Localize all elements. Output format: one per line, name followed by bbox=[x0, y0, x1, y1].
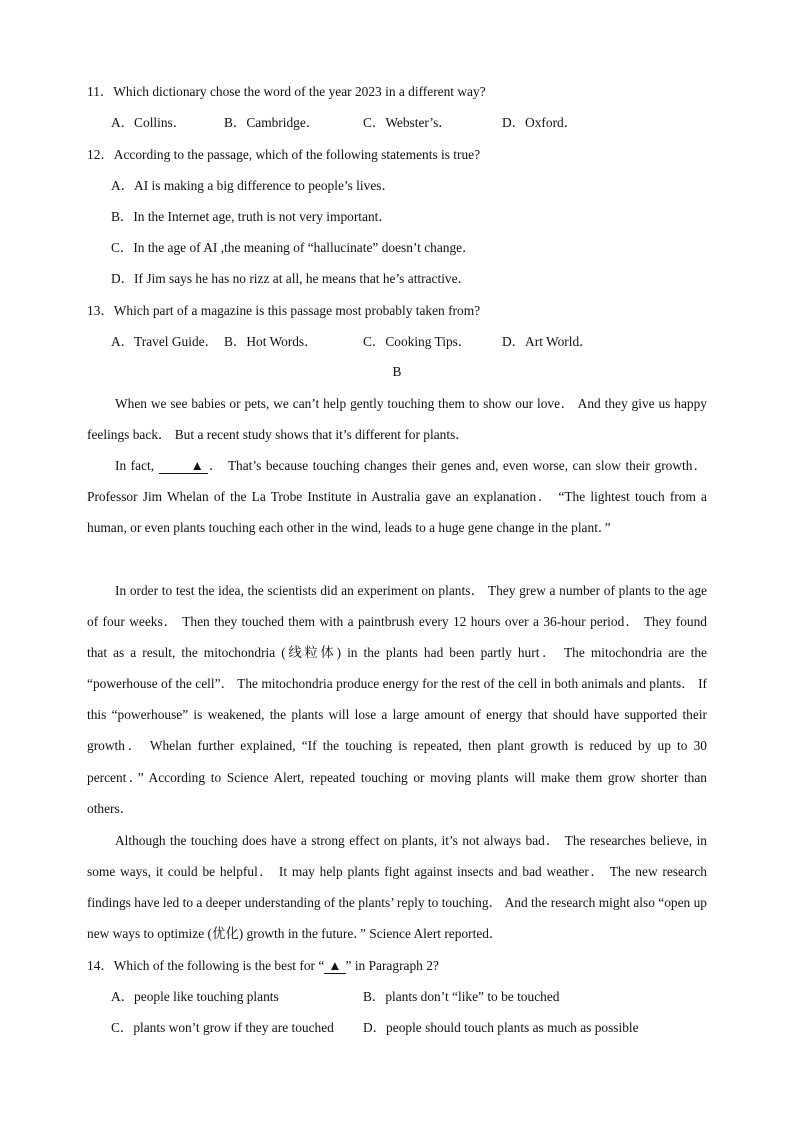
paragraph-2-rest: ． That’s because touching changes their genes and, even worse, can slow their growth． Professor Jim Whelan of the La Trobe Institute in Australia gave an explanation． “The lightest touch from a human, or even plants touching each other in the wind, leads to a huge gene change in the plant．” bbox=[87, 458, 707, 536]
q14-blank-marker: ▲ bbox=[324, 959, 345, 974]
passage-paragraph-1: When we see babies or pets, we can’t help gently touching them to show our love． And they give us happy feelings back． But a recent study shows that it’s different for plants． bbox=[87, 396, 707, 443]
q12-option-c: C．In the age of AI ,the meaning of “hallucinate” doesn’t change． bbox=[111, 240, 476, 255]
question-14-stem bbox=[87, 957, 439, 975]
q11-option-d: D．Oxford． bbox=[502, 115, 578, 130]
question-12-stem: 12．According to the passage, which of the following statements is true? bbox=[87, 147, 481, 162]
q12-option-a: A．AI is making a big difference to people’s lives． bbox=[111, 178, 395, 193]
question-11-stem: 11．Which dictionary chose the word of the year 2023 in a different way? bbox=[87, 84, 486, 99]
q13-option-c: C．Cooking Tips． bbox=[363, 334, 472, 349]
question-13-stem: 13．Which part of a magazine is this passage most probably taken from? bbox=[87, 303, 481, 318]
q14-option-b: B．plants don’t “like” to be touched bbox=[363, 989, 560, 1004]
paragraph-2-lead: In fact, bbox=[115, 458, 155, 473]
passage-paragraph-4: Although the touching does have a strong effect on plants, it’s not always bad． The researches believe, in some ways, it could be helpful． It may help plants fight against insects and bad weather． The new research findings have led to a deeper understanding of the plants’ reply to touching． And the research might also “open up new ways to optimize (优化) growth in the future．” Science Alert reported． bbox=[87, 833, 707, 942]
q12-option-d: D．If Jim says he has no rizz at all, he means that he’s attractive． bbox=[111, 271, 471, 286]
q14-stem-end: ” in Paragraph 2? bbox=[345, 958, 439, 973]
passage-paragraph-2 bbox=[87, 450, 707, 543]
q11-option-c: C．Webster’s． bbox=[363, 115, 452, 130]
q14-option-c: C．plants won’t grow if they are touched bbox=[111, 1020, 334, 1035]
q12-option-b: B．In the Internet age, truth is not very important． bbox=[111, 209, 392, 224]
q11-option-a: A．Collins． bbox=[111, 115, 187, 130]
blank-marker: ▲ bbox=[159, 459, 208, 474]
q14-option-d: D．people should touch plants as much as possible bbox=[363, 1020, 639, 1035]
q14-stem-start: 14．Which of the following is the best for “ bbox=[87, 958, 325, 973]
q11-option-b: B．Cambridge． bbox=[224, 115, 320, 130]
q13-option-a: A．Travel Guide． bbox=[111, 334, 218, 349]
q14-option-a: A．people like touching plants bbox=[111, 989, 279, 1004]
section-b-heading: B bbox=[392, 364, 402, 379]
passage-paragraph-3: In order to test the idea, the scientists did an experiment on plants． They grew a number of plants to the age of four weeks． Then they touched them with a paintbrush every 12 hours over a 36-hour period． They found that as a result, the mitochondria (线粒体) in the plants had been partly hurt． The mitochondria are the “powerhouse of the cell”． The mitochondria produce energy for the rest of the cell in both animals and plants． If this “powerhouse” is weakened, the plants will lose a large amount of energy that should have supported their growth． Whelan further explained, “If the touching is repeated, then plant growth is reduced by up to 30 percent．” According to Science Alert, repeated touching or moving plants will make them grow shorter than others． bbox=[87, 583, 707, 816]
q13-option-d: D．Art World． bbox=[502, 334, 593, 349]
q13-option-b: B．Hot Words． bbox=[224, 334, 318, 349]
